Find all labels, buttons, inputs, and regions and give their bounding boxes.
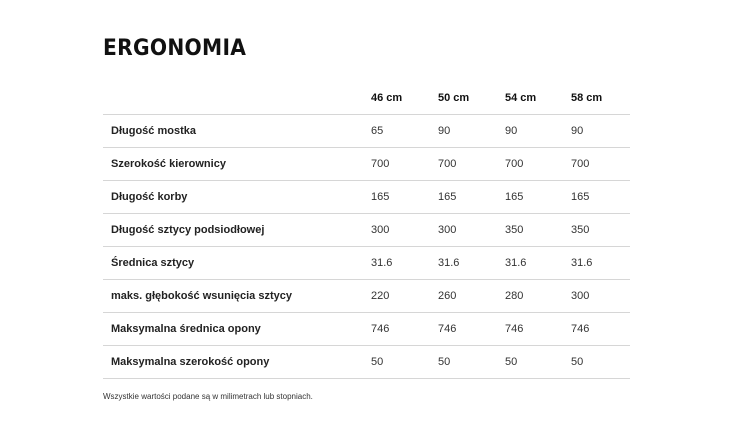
table-row <box>103 148 630 181</box>
table-cell: 746 <box>505 323 524 335</box>
table-cell: 350 <box>571 224 590 236</box>
table-cell: 50 <box>571 356 584 368</box>
table-cell: 700 <box>571 158 590 170</box>
row-label: Maksymalna szerokość opony <box>111 356 270 368</box>
table-cell: 300 <box>438 224 457 236</box>
column-header: 58 cm <box>571 92 603 104</box>
table-cell: 746 <box>571 323 590 335</box>
table-cell: 50 <box>438 356 451 368</box>
table-cell: 300 <box>571 290 590 302</box>
table-cell: 280 <box>505 290 524 302</box>
row-label: Średnica sztycy <box>111 257 195 269</box>
table-cell: 165 <box>371 191 390 203</box>
column-header: 50 cm <box>438 92 470 104</box>
table-cell: 746 <box>371 323 390 335</box>
row-label: Długość korby <box>111 191 188 203</box>
table-cell: 220 <box>371 290 390 302</box>
table-row <box>103 247 630 280</box>
table-cell: 31.6 <box>571 257 593 269</box>
table-cell: 90 <box>571 125 584 137</box>
row-label: Długość sztycy podsiodłowej <box>111 224 265 236</box>
table-row <box>103 214 630 247</box>
table-cell: 90 <box>505 125 518 137</box>
table-row <box>103 181 630 214</box>
table-cell: 350 <box>505 224 524 236</box>
table-cell: 65 <box>371 125 384 137</box>
table-cell: 31.6 <box>505 257 527 269</box>
row-label: Szerokość kierownicy <box>111 158 226 170</box>
table-row <box>103 313 630 346</box>
table-header-row <box>103 82 630 115</box>
table-row <box>103 346 630 379</box>
table-cell: 700 <box>438 158 457 170</box>
row-label: maks. głębokość wsunięcia sztycy <box>111 290 292 302</box>
row-label: Maksymalna średnica opony <box>111 323 261 335</box>
table-cell: 31.6 <box>371 257 393 269</box>
table-cell: 300 <box>371 224 390 236</box>
table-cell: 700 <box>371 158 390 170</box>
footnote: Wszystkie wartości podane są w milimetrach lub stopniach. <box>103 392 313 401</box>
table-cell: 165 <box>438 191 457 203</box>
column-header: 54 cm <box>505 92 537 104</box>
row-label: Długość mostka <box>111 125 196 137</box>
ergonomics-table <box>103 82 630 379</box>
table-row <box>103 115 630 148</box>
table-cell: 50 <box>505 356 518 368</box>
table-cell: 700 <box>505 158 524 170</box>
table-cell: 90 <box>438 125 451 137</box>
table-cell: 746 <box>438 323 457 335</box>
table-cell: 50 <box>371 356 384 368</box>
table-cell: 31.6 <box>438 257 460 269</box>
table-cell: 165 <box>571 191 590 203</box>
table-row <box>103 280 630 313</box>
column-header: 46 cm <box>371 92 403 104</box>
table-cell: 165 <box>505 191 524 203</box>
page-title: ERGONOMIA <box>103 36 247 61</box>
table-cell: 260 <box>438 290 457 302</box>
